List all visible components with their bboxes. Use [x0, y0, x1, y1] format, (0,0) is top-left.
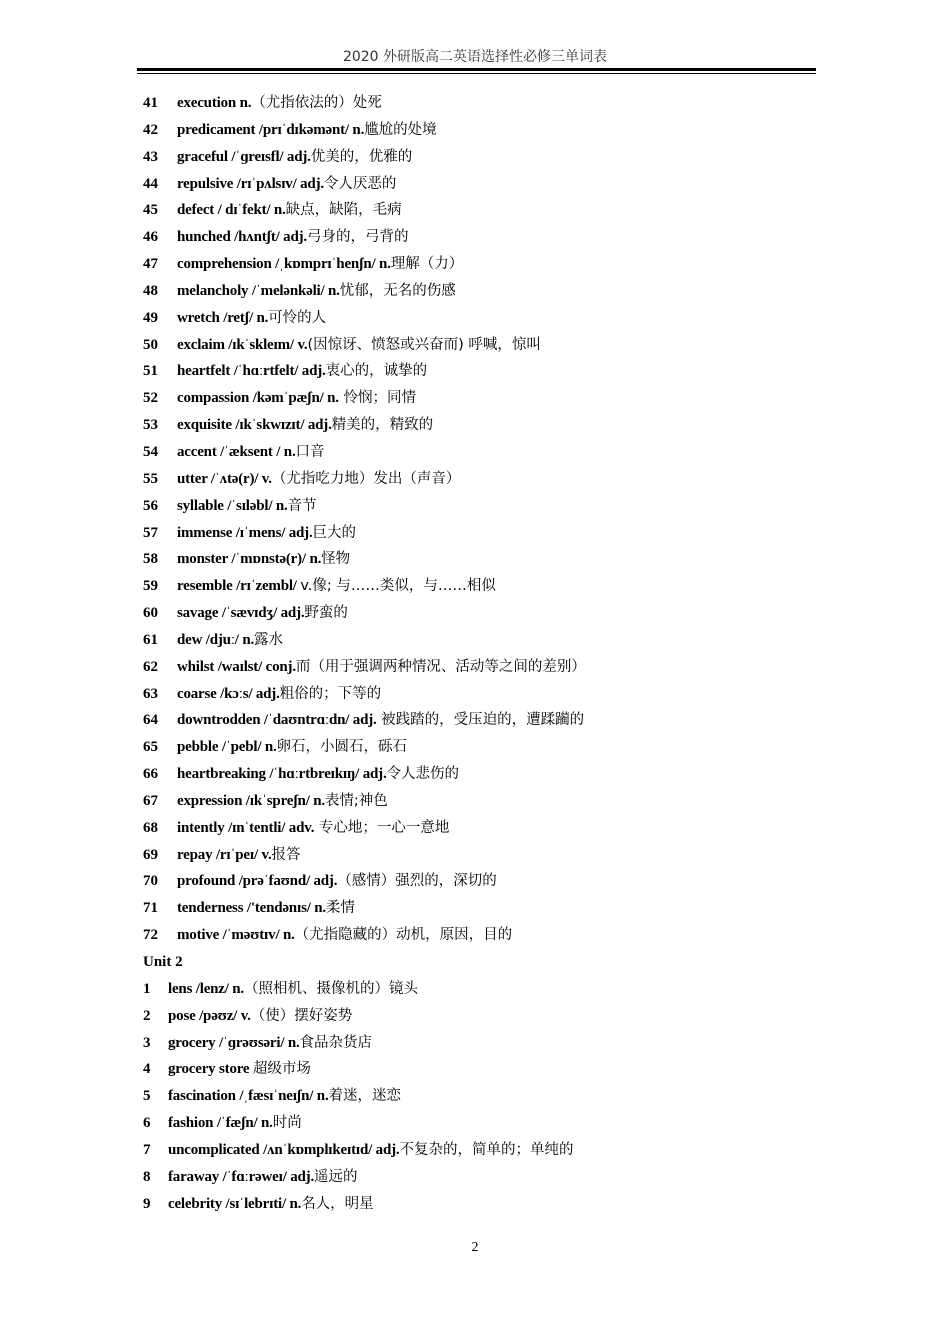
entry-word: fascination /ˌfæsɪˈneɪʃn/ n.: [168, 1088, 329, 1105]
entry-definition: 音节: [287, 497, 317, 514]
vocab-entry: [143, 546, 823, 573]
entry-definition: 专心地；一心一意地: [314, 819, 450, 836]
entry-word: graceful /ˈɡreɪsfl/ adj.: [177, 148, 311, 165]
entry-definition: （尤指依法的）处死: [251, 95, 382, 111]
entry-definition: 巨大的: [312, 524, 357, 541]
entry-number: 55: [143, 470, 158, 487]
entry-definition: 遥远的: [314, 1168, 358, 1185]
entry-definition: 口音: [295, 443, 325, 460]
entry-number: 72: [143, 927, 158, 944]
vocab-entry: [143, 144, 823, 171]
entry-definition: 时尚: [272, 1115, 302, 1132]
vocab-entry: [143, 895, 823, 922]
entry-number: 7: [143, 1141, 151, 1158]
vocab-entry: [143, 1137, 823, 1164]
entry-definition: （尤指吃力地）发出（声音）: [271, 470, 461, 487]
vocab-entry: [143, 815, 823, 842]
vocab-entry: [143, 412, 823, 439]
entry-definition: 怪物: [321, 551, 351, 568]
vocab-entry: [143, 358, 823, 385]
entry-number: 3: [143, 1034, 151, 1051]
vocabulary-list: [143, 90, 823, 1217]
entry-definition: 不复杂的，简单的；单纯的: [399, 1141, 574, 1158]
entry-number: 68: [143, 819, 158, 836]
entry-word: exclaim /ɪkˈskleɪm/ v.: [177, 336, 308, 353]
entry-word: grocery /ˈɡrəʊsəri/ n.: [168, 1034, 300, 1051]
entry-word: intently /ɪnˈtentli/ adv.: [177, 819, 315, 836]
entry-number: 47: [143, 256, 158, 273]
entry-word: expression /ɪkˈspreʃn/ n.: [177, 792, 325, 809]
entry-number: 71: [143, 900, 158, 917]
entry-word: wretch /retʃ/ n.: [177, 309, 269, 326]
entry-word: execution n.: [177, 95, 252, 111]
entry-number: 51: [143, 363, 158, 380]
entry-number: 67: [143, 792, 158, 809]
entry-definition: 卵石，小圆石，砾石: [276, 739, 408, 756]
entry-definition: 尴尬的处境: [364, 121, 437, 138]
entry-definition: （照相机、摄像机的）镜头: [243, 980, 418, 997]
entry-number: 54: [143, 443, 158, 460]
entry-word: melancholy /ˈmelənkəli/ n.: [177, 282, 340, 299]
entry-word: resemble /rɪˈzembl/: [177, 578, 301, 595]
vocab-entry: [143, 251, 823, 278]
vocab-entry: [143, 922, 823, 949]
entry-number: 56: [143, 497, 158, 514]
entry-number: 49: [143, 309, 158, 326]
entry-word: syllable /ˈsɪləbl/ n.: [177, 497, 288, 514]
entry-definition: 超级市场: [252, 1061, 311, 1078]
vocab-entry: [143, 439, 823, 466]
vocab-entry: [143, 1110, 823, 1137]
entry-word: defect / dɪˈfekt/ n.: [177, 202, 286, 219]
entry-number: 48: [143, 282, 158, 299]
entry-number: 63: [143, 685, 158, 702]
entry-definition: 可怜的人: [268, 309, 327, 326]
entry-definition: 柔情: [325, 900, 355, 917]
entry-word: coarse /kɔːs/ adj.: [177, 685, 280, 702]
vocab-entry: [143, 385, 823, 412]
entry-definition: 粗俗的；下等的: [279, 685, 382, 702]
entry-definition: 优美的，优雅的: [310, 148, 413, 165]
vocab-entry: [143, 171, 823, 198]
entry-number: 4: [143, 1061, 151, 1078]
entry-number: 2: [143, 1007, 151, 1024]
vocab-entry: [143, 868, 823, 895]
entry-number: 8: [143, 1168, 151, 1185]
vocab-entry: [143, 707, 823, 734]
entry-number: 58: [143, 551, 158, 568]
entry-number: 59: [143, 578, 158, 595]
entry-number: 5: [143, 1088, 151, 1105]
vocab-entry: [143, 681, 823, 708]
entry-definition: 令人悲伤的: [386, 766, 459, 783]
entry-word: hunched /hʌntʃt/ adj.: [177, 229, 307, 246]
entry-definition: 衷心的，诚挚的: [325, 363, 428, 380]
entry-word: heartfelt /ˈhɑːrtfelt/ adj.: [177, 363, 326, 380]
entry-word: lens /lenz/ n.: [168, 980, 244, 997]
vocab-entry: [143, 788, 823, 815]
entry-word: exquisite /ɪkˈskwɪzɪt/ adj.: [177, 417, 332, 434]
entry-word: comprehension /ˌkɒmprɪˈhenʃn/ n.: [177, 256, 391, 273]
page-number: 2: [471, 1240, 479, 1255]
entry-definition: 表情;神色: [324, 792, 388, 809]
header-rule-thick: [137, 68, 816, 71]
entry-word: pebble /ˈpebl/ n.: [177, 739, 277, 756]
vocab-entry: [143, 627, 823, 654]
entry-word: faraway /ˈfɑːrəweɪ/ adj.: [168, 1168, 315, 1185]
entry-word: profound /prəˈfaʊnd/ adj.: [177, 873, 338, 890]
entry-definition: （感情）强烈的，深切的: [337, 873, 497, 890]
entry-definition: (因惊讶、愤怒或兴奋而) 呼喊，惊叫: [307, 336, 541, 353]
vocab-entry: [143, 842, 823, 869]
entry-definition: 怜悯；同情: [338, 390, 416, 407]
vocab-entry: [143, 1003, 823, 1030]
entry-number: 64: [143, 712, 158, 729]
vocab-entry: [143, 117, 823, 144]
entry-word: dew /djuː/ n.: [177, 631, 255, 648]
vocab-entry: [143, 493, 823, 520]
entry-number: 43: [143, 148, 158, 165]
entry-word: compassion /kəmˈpæʃn/ n.: [177, 390, 339, 407]
entry-word: accent /ˈæksent / n.: [177, 443, 296, 460]
vocab-entry: [143, 1083, 823, 1110]
entry-word: utter /ˈʌtə(r)/ v.: [177, 470, 272, 487]
entry-definition: 报答: [271, 846, 301, 863]
vocab-entry: [143, 520, 823, 547]
vocab-entry: [143, 654, 823, 681]
unit-heading: [143, 949, 823, 976]
entry-word: celebrity /sɪˈlebrɪti/ n.: [168, 1195, 302, 1212]
unit-heading-text: Unit 2: [143, 954, 183, 970]
vocab-entry: [143, 278, 823, 305]
entry-definition: 被践踏的，受压迫的，遭蹂躏的: [376, 712, 585, 729]
entry-definition: 着迷，迷恋: [328, 1088, 401, 1105]
entry-number: 70: [143, 873, 158, 890]
entry-word: repulsive /rɪˈpʌlsɪv/ adj.: [177, 175, 324, 192]
vocab-entry: [143, 197, 823, 224]
entry-word: tenderness /'tendənɪs/ n.: [177, 900, 326, 917]
vocab-entry: [143, 1056, 823, 1083]
entry-word: repay /rɪˈpeɪ/ v.: [177, 846, 272, 863]
vocab-entry: [143, 573, 823, 600]
vocab-entry: [143, 1030, 823, 1057]
entry-definition: v.像; 与……类似，与……相似: [300, 578, 496, 595]
entry-word: downtrodden /ˈdaʊntrɑːdn/ adj.: [177, 712, 377, 729]
vocab-entry: [143, 332, 823, 359]
entry-definition: 精美的，精致的: [331, 417, 434, 434]
vocab-entry: [143, 466, 823, 493]
entry-number: 57: [143, 524, 158, 541]
entry-number: 60: [143, 605, 158, 622]
entry-definition: 野蛮的: [304, 605, 348, 622]
vocab-entry: [143, 1164, 823, 1191]
entry-word: immense /ɪˈmens/ adj.: [177, 524, 313, 541]
entry-word: uncomplicated /ʌnˈkɒmplɪkeɪtɪd/ adj.: [168, 1141, 400, 1158]
entry-definition: 令人厌恶的: [323, 175, 397, 192]
vocab-entry: [143, 600, 823, 627]
entry-definition: 忧郁，无名的伤感: [339, 282, 456, 299]
vocab-entry: [143, 976, 823, 1003]
vocab-entry: [143, 305, 823, 332]
entry-number: 66: [143, 766, 158, 783]
vocab-entry: [143, 1191, 823, 1218]
entry-number: 52: [143, 390, 158, 407]
entry-definition: 而（用于强调两种情况、活动等之间的差别）: [295, 658, 586, 675]
entry-number: 41: [143, 95, 158, 111]
entry-definition: （使）摆好姿势: [250, 1007, 353, 1024]
entry-word: motive /ˈməʊtɪv/ n.: [177, 927, 295, 944]
entry-definition: 理解（力）: [390, 256, 464, 273]
entry-number: 44: [143, 175, 158, 192]
entry-word: monster /ˈmɒnstə(r)/ n.: [177, 551, 322, 568]
entry-number: 45: [143, 202, 158, 219]
vocab-entry: [143, 761, 823, 788]
entry-word: grocery store: [168, 1061, 253, 1078]
entry-definition: 缺点，缺陷，毛病: [285, 202, 402, 219]
entry-number: 46: [143, 229, 158, 246]
entry-number: 50: [143, 336, 158, 353]
document-header-title: 2020 外研版高二英语选择性必修三单词表: [342, 49, 608, 65]
header-rule-thin: [137, 73, 816, 74]
entry-word: whilst /waɪlst/ conj.: [177, 658, 296, 675]
entry-word: heartbreaking /ˈhɑːrtbreɪkɪŋ/ adj.: [177, 766, 387, 783]
entry-word: predicament /prɪˈdɪkəmənt/ n.: [177, 121, 365, 138]
entry-word: savage /ˈsævɪdʒ/ adj.: [177, 605, 305, 622]
entry-definition: 弓身的，弓背的: [306, 229, 409, 246]
entry-number: 1: [143, 980, 151, 997]
entry-number: 53: [143, 417, 158, 434]
entry-number: 69: [143, 846, 158, 863]
entry-number: 9: [143, 1195, 151, 1212]
entry-number: 6: [143, 1115, 151, 1132]
vocab-entry: [143, 224, 823, 251]
entry-definition: （尤指隐藏的）动机，原因，目的: [294, 927, 513, 944]
entry-number: 65: [143, 739, 158, 756]
entry-definition: 露水: [254, 631, 284, 648]
entry-number: 61: [143, 631, 158, 648]
entry-word: pose /pəʊz/ v.: [168, 1007, 251, 1024]
entry-word: fashion /ˈfæʃn/ n.: [168, 1115, 273, 1132]
entry-number: 42: [143, 121, 158, 138]
entry-number: 62: [143, 658, 158, 675]
vocab-entry: [143, 90, 823, 117]
entry-definition: 食品杂货店: [299, 1034, 373, 1051]
vocab-entry: [143, 734, 823, 761]
entry-definition: 名人，明星: [301, 1195, 374, 1212]
